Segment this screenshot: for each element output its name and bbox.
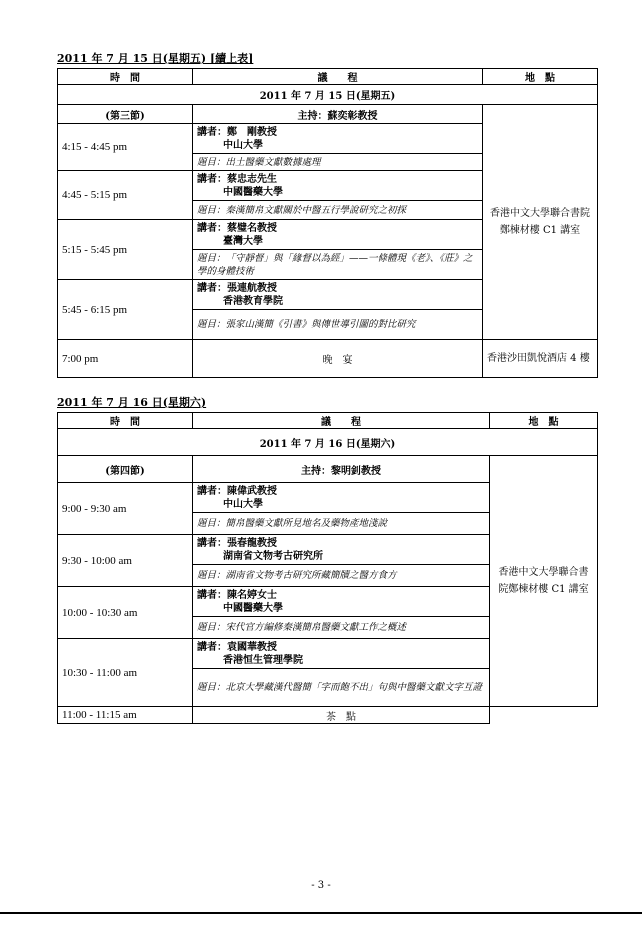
- talk-topic: 題目：出土醫藥文獻數據處理: [193, 154, 483, 171]
- date-label: 2011 年 7 月 16 日(星期六): [58, 429, 598, 456]
- header-venue: 地 點: [483, 69, 598, 85]
- talk-speaker: [193, 483, 490, 513]
- dinner-venue: 香港沙田凱悅酒店 4 樓: [483, 340, 598, 378]
- dinner-label: 晚 宴: [193, 340, 483, 378]
- speaker-affiliation: 臺灣大學: [223, 235, 263, 247]
- talk-topic: 題目：湖南省文物考古研究所藏簡牘之醫方食方: [193, 565, 490, 587]
- table-header-row: [58, 413, 598, 429]
- talk-time: 9:00 - 9:30 am: [58, 483, 193, 535]
- speaker-affiliation: 中國醫藥大學: [223, 602, 283, 614]
- day1-title: 2011 年 7 月 15 日(星期五) [續上表]: [57, 52, 254, 65]
- speaker-name: 講者：張春龍教授: [197, 537, 277, 549]
- talk-topic: 題目：北京大學藏漢代醫簡「字而飽不出」句與中醫藥文獻文字互證: [193, 669, 490, 707]
- header-agenda: 議 程: [193, 69, 483, 85]
- talk-topic: 題目：簡帛醫藥文獻所見地名及藥物產地淺說: [193, 513, 490, 535]
- speaker-name: 講者：陳名婷女士: [197, 589, 277, 601]
- session-row: [58, 456, 598, 483]
- talk-time: 9:30 - 10:00 am: [58, 535, 193, 587]
- speaker-affiliation: 中山大學: [223, 498, 263, 510]
- table-header-row: [58, 69, 598, 85]
- speaker-affiliation: 香港教育學院: [223, 295, 283, 307]
- date-label: 2011 年 7 月 15 日(星期五): [58, 85, 598, 105]
- speaker-name: 講者：張連航教授: [197, 282, 277, 294]
- talk-topic: 題目：張家山漢簡《引書》與傳世導引圖的對比研究: [193, 310, 483, 340]
- day2-schedule-table: [57, 412, 598, 724]
- talk-speaker: [193, 171, 483, 201]
- header-venue: 地 點: [490, 413, 598, 429]
- tea-row: [58, 707, 598, 724]
- speaker-name: 講者：陳偉武教授: [197, 485, 277, 497]
- header-time: 時 間: [58, 413, 193, 429]
- speaker-name: 講者：蔡忠志先生: [197, 173, 277, 185]
- speaker-name: 講者：袁國華教授: [197, 641, 277, 653]
- document-page: [57, 52, 597, 724]
- session-label: (第三節): [58, 105, 193, 124]
- speaker-affiliation: 香港恒生管理學院: [223, 654, 303, 666]
- session-label: (第四節): [58, 456, 193, 483]
- talk-topic: 題目：「守靜督」與「緣督以為經」——一條體現《老》、《莊》之學的身體技術: [193, 250, 483, 280]
- talk-speaker: [193, 587, 490, 617]
- speaker-name: 講者：蔡璧名教授: [197, 222, 277, 234]
- day1-schedule-table: [57, 68, 598, 378]
- tea-label: 茶 點: [193, 707, 490, 724]
- date-row: [58, 429, 598, 456]
- talk-speaker: [193, 535, 490, 565]
- speaker-affiliation: 中山大學: [223, 139, 263, 151]
- day2-title: 2011 年 7 月 16 日(星期六): [57, 396, 207, 409]
- talk-speaker: [193, 124, 483, 154]
- dinner-time: 7:00 pm: [58, 340, 193, 378]
- talk-time: 10:00 - 10:30 am: [58, 587, 193, 639]
- talk-time: 10:30 - 11:00 am: [58, 639, 193, 707]
- header-agenda: 議 程: [193, 413, 490, 429]
- page-number: - 3 -: [311, 880, 331, 891]
- talk-speaker: [193, 280, 483, 310]
- talk-speaker: [193, 220, 483, 250]
- talk-topic: 題目：宋代官方編修秦漢簡帛醫藥文獻工作之概述: [193, 617, 490, 639]
- page-bottom-rule: [0, 912, 642, 914]
- speaker-name: 講者：鄭 剛教授: [197, 126, 277, 138]
- speaker-affiliation: 湖南省文物考古研究所: [223, 550, 323, 562]
- talk-speaker: [193, 639, 490, 669]
- talk-time: 4:45 - 5:15 pm: [58, 171, 193, 220]
- venue-cell: 香港中文大學聯合書院鄭棟材樓 C1 講室: [490, 456, 598, 707]
- session-chair: 主持：黎明釗教授: [193, 456, 490, 483]
- header-time: 時 間: [58, 69, 193, 85]
- talk-time: 5:15 - 5:45 pm: [58, 220, 193, 280]
- venue-cell: 香港中文大學聯合書院鄭棟材樓 C1 講室: [483, 105, 598, 340]
- tea-time: 11:00 - 11:15 am: [58, 707, 193, 724]
- talk-topic: 題目：秦漢簡帛文獻關於中醫五行學說研究之初探: [193, 201, 483, 220]
- talk-time: 4:15 - 4:45 pm: [58, 124, 193, 171]
- session-row: [58, 105, 598, 124]
- session-chair: 主持：蘇奕彰教授: [193, 105, 483, 124]
- speaker-affiliation: 中國醫藥大學: [223, 186, 283, 198]
- talk-time: 5:45 - 6:15 pm: [58, 280, 193, 340]
- date-row: [58, 85, 598, 105]
- dinner-row: [58, 340, 598, 378]
